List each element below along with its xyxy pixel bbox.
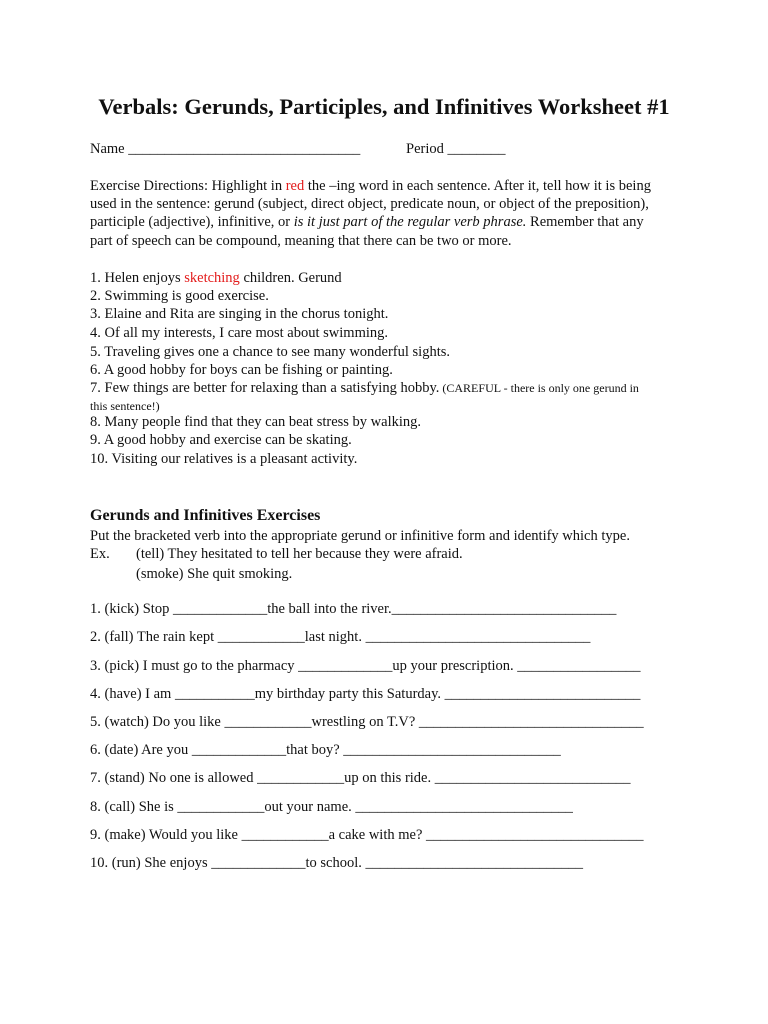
part1-item-2: 2. Swimming is good exercise. — [90, 288, 269, 304]
part1-item-6: 6. A good hobby for boys can be fishing or painting. — [90, 362, 393, 378]
part2-item-1[interactable]: 1. (kick) Stop _____________the ball into the river._______________________________ — [90, 601, 617, 617]
part2-item-9[interactable]: 9. (make) Would you like ____________a cake with me? ______________________________ — [90, 827, 644, 843]
part1-item-1: 1. Helen enjoys sketching children. Gerund — [90, 270, 342, 286]
part1-item-7: 7. Few things are better for relaxing than a satisfying hobby. (CAREFUL - there is only one gerund in — [90, 380, 639, 396]
part2-item-2[interactable]: 2. (fall) The rain kept ____________last night. _______________________________ — [90, 629, 591, 645]
part2-item-3[interactable]: 3. (pick) I must go to the pharmacy _____________up your prescription. _________________ — [90, 658, 641, 674]
directions-line-4: part of speech can be compound, meaning that there can be two or more. — [90, 233, 512, 249]
worksheet-title: Verbals: Gerunds, Participles, and Infinitives Worksheet #1 — [98, 94, 670, 119]
name-label: Name — [90, 141, 125, 157]
period-line — [406, 141, 505, 158]
part1-item-5: 5. Traveling gives one a chance to see many wonderful sights. — [90, 344, 451, 360]
part2-item-5[interactable]: 5. (watch) Do you like ____________wrestling on T.V? _______________________________ — [90, 714, 644, 730]
directions-line-1: Exercise Directions: Highlight in red the –ing word in each sentence. After it, tell how it is being — [90, 178, 651, 194]
section-instruction: Put the bracketed verb into the appropriate gerund or infinitive form and identify which type. — [90, 528, 630, 544]
part2-item-7[interactable]: 7. (stand) No one is allowed ____________up on this ride. ___________________________ — [90, 770, 631, 786]
name-line — [90, 141, 360, 158]
part1-item-8: 8. Many people find that they can beat stress by walking. — [90, 414, 422, 430]
example-2: (smoke) She quit smoking. — [136, 566, 293, 582]
red-word: red — [285, 178, 305, 194]
part1-item-10: 10. Visiting our relatives is a pleasant activity. — [90, 451, 358, 467]
part1-item-7-note-cont: this sentence!) — [90, 399, 160, 413]
highlighted-word: sketching — [184, 270, 240, 286]
part2-item-8[interactable]: 8. (call) She is ____________out your name. ______________________________ — [90, 799, 573, 815]
part1-item-3: 3. Elaine and Rita are singing in the chorus tonight. — [90, 306, 389, 322]
part1-item-9: 9. A good hobby and exercise can be skating. — [90, 432, 352, 448]
part1-item-4: 4. Of all my interests, I care most about swimming. — [90, 325, 389, 341]
section-heading: Gerunds and Infinitives Exercises — [90, 507, 321, 524]
example-label: Ex. — [90, 546, 110, 562]
part2-item-10[interactable]: 10. (run) She enjoys _____________to school. ______________________________ — [90, 855, 583, 871]
period-label: Period — [406, 141, 444, 157]
period-blank[interactable]: ________ — [447, 141, 506, 157]
part2-item-6[interactable]: 6. (date) Are you _____________that boy? ______________________________ — [90, 742, 561, 758]
part2-item-4[interactable]: 4. (have) I am ___________my birthday party this Saturday. ___________________________ — [90, 686, 641, 702]
item7-note: (CAREFUL - there is only one gerund in — [439, 381, 639, 395]
directions-line-2: used in the sentence: gerund (subject, direct object, predicate noun, or object of the preposition), — [90, 196, 649, 212]
directions-line-3: participle (adjective), infinitive, or is it just part of the regular verb phrase. Remember that any — [90, 214, 644, 230]
example-1: (tell) They hesitated to tell her because they were afraid. — [136, 546, 463, 562]
name-blank[interactable]: ________________________________ — [128, 141, 361, 157]
italic-phrase: is it just part of the regular verb phrase. — [293, 214, 527, 230]
